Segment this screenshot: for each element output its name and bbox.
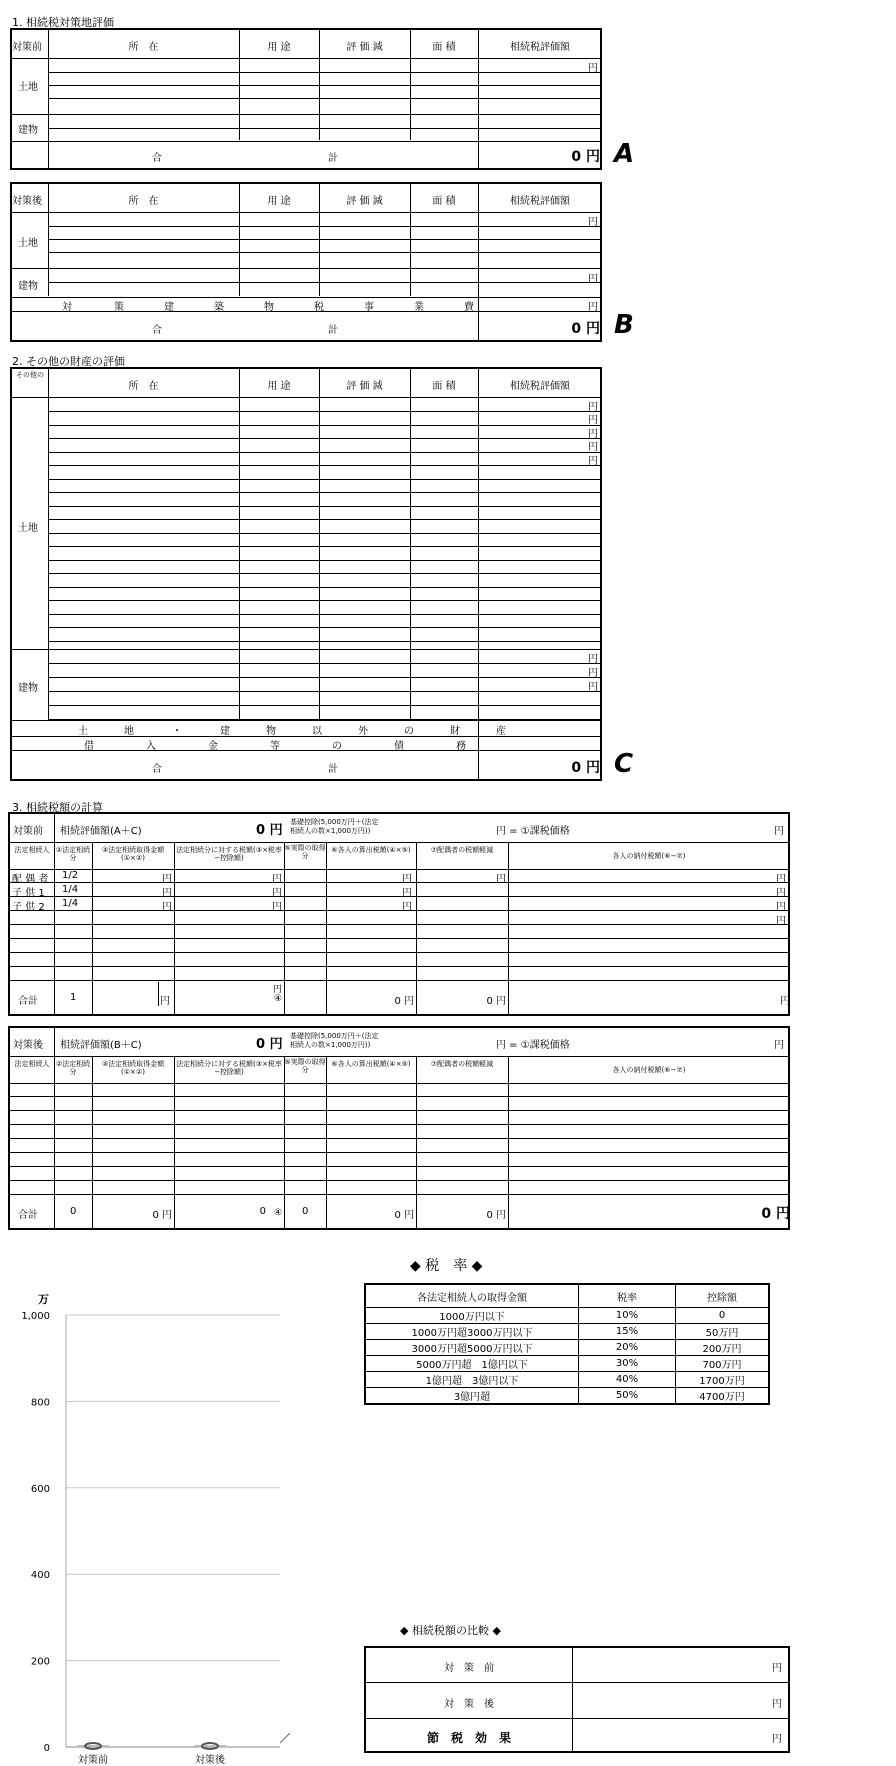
rate-deduction: 0 [676,1308,770,1324]
col-location: 所 在 [128,42,159,53]
yen-unit: 円 [772,1663,782,1674]
cost-char: 対 [62,302,72,313]
cost-char: 費 [464,302,474,313]
yen-unit: 円 [588,415,598,426]
total-tax-share: 0 [259,1206,266,1217]
rate-percent: 30% [579,1356,676,1372]
yen-unit: 円 [588,654,598,665]
chart-y-tick: 0 [43,1743,50,1754]
total-label-a: 合 [152,325,162,336]
debt-char: 務 [456,741,466,752]
rate-table [364,1283,770,1405]
debt-char: 等 [270,741,280,752]
rate-row [365,1308,769,1324]
col-tax-share: 法定相続分に対する税額(③×税率−控除額) [176,846,282,862]
col-share: ②法定相続分 [55,1060,91,1076]
rate-percent: 20% [579,1340,676,1356]
total-value: 0 円 [571,321,600,337]
yen-unit: 円 [588,274,598,285]
chart-y-tick: 1,000 [21,1311,50,1322]
chart-bar [77,1745,109,1747]
tax-mark: ④ [274,1208,283,1218]
total-label-b: 計 [328,153,338,164]
col-location: 所 在 [128,196,159,207]
col-area: 面 積 [432,196,456,207]
col-reduction: 評 価 減 [346,381,383,392]
rate-header: 各法定相続人の取得金額 [365,1284,579,1308]
chart-y-tick: 400 [30,1570,50,1582]
rate-deduction: 700万円 [676,1356,770,1372]
rate-range: 1000万円以下 [365,1308,579,1324]
deduction-note-2: 相続人の数×1,000万円)) [290,1041,371,1049]
col-acquire: ③法定相続取得金額(①×②) [101,846,165,862]
rate-deduction: 1700万円 [676,1372,770,1388]
rate-row [365,1388,769,1405]
yen-unit: 円 [776,902,786,913]
letter-c: C [614,749,634,779]
col-use: 用 途 [267,381,291,392]
yen-unit: 円 [273,985,283,995]
yen-unit: 円 [776,888,786,899]
deduction-note-2: 相続人の数×1,000万円)) [290,827,371,835]
col-acquire: ③法定相続取得金額(①×②) [101,1060,165,1076]
col-payment: 各人の納付税額(⑥−⑦) [612,852,686,860]
col-value: 相続税評価額 [510,42,570,53]
compare-saving-label: 節 税 効 果 [426,1731,511,1745]
col-spouse: ⑦配偶者の税額軽減 [430,1060,494,1068]
rate-row [365,1340,769,1356]
letter-a: A [614,139,635,169]
other-asset-char: の [404,726,414,737]
heir-share: 1/4 [62,884,79,895]
compare-title: ◆ 相続税額の比較 ◆ [400,1624,501,1637]
rate-row [365,1324,769,1340]
yen-unit: 円 [772,1699,782,1710]
other-asset-char: 財 [450,726,460,737]
before-land-table [10,28,602,170]
rate-range: 3億円超 [365,1388,579,1405]
rate-range: 1億円超 3億円以下 [365,1372,579,1388]
cost-char: 策 [114,302,124,313]
yen-unit: 円 [774,826,784,837]
heir-name: 配 偶 者 [12,874,49,885]
rate-deduction: 200万円 [676,1340,770,1356]
total-label: 合計 [18,1210,38,1221]
building-label: 建物 [18,125,38,136]
rate-range: 5000万円超 1億円以下 [365,1356,579,1372]
land-label: 土地 [18,523,38,534]
rate-percent: 40% [579,1372,676,1388]
eval-value: 0 円 [256,823,283,838]
building-label: 建物 [18,281,38,292]
deduction-note-1: 基礎控除(5,000万円＋(法定 [290,818,379,826]
section3-title: 3. 相続税額の計算 [12,801,103,814]
total-calc-tax: 0 円 [394,996,414,1007]
other-asset-char: 建 [220,726,230,737]
total-label-a: 合 [152,764,162,775]
cost-char: 事 [364,302,374,313]
chart-unit-label: 万 [38,1293,49,1306]
chart-x-tick: 対策後 [195,1755,225,1766]
debt-char: 入 [146,741,156,752]
building-label: 建物 [18,683,38,694]
debt-char: 債 [394,741,404,752]
other-asset-char: 地 [124,726,134,737]
corner-label: 対策前 [13,826,43,837]
col-tax-share: 法定相続分に対する税額(③×税率−控除額) [176,1060,282,1076]
total-calc-tax: 0 円 [394,1210,414,1221]
rate-percent: 10% [579,1308,676,1324]
yen-unit: 円 [496,874,506,885]
rate-range: 1000万円超3000万円以下 [365,1324,579,1340]
col-actual: ⑤実際の取得分 [284,1058,326,1074]
col-location: 所 在 [128,381,159,392]
total-label-a: 合 [152,153,162,164]
col-share: ②法定相続分 [55,846,91,862]
yen-unit: 円 [272,902,282,913]
other-asset-char: 外 [358,726,368,737]
comparison-chart [10,1275,320,1766]
col-use: 用 途 [267,42,291,53]
col-reduction: 評 価 減 [346,196,383,207]
section2-title: 2. その他の財産の評価 [12,355,125,368]
chart-y-tick: 600 [30,1483,50,1495]
eval-label: 相続評価額(B＋C) [60,1040,142,1051]
after-tax-table [8,1026,790,1230]
yen-unit: 円 [402,874,412,885]
debt-char: の [332,741,342,752]
taxable-label: 円 = ①課税価格 [496,1040,570,1051]
total-value: 0 円 [571,149,600,165]
col-calc-tax: ⑥各人の算出税額(④×⑤) [331,846,411,854]
total-label-b: 計 [328,325,338,336]
yen-unit: 円 [588,442,598,453]
rate-header: 控除額 [676,1284,770,1308]
col-heir: 法定相続人 [14,1060,50,1068]
heir-name: 子 供 2 [12,902,45,913]
col-use: 用 途 [267,196,291,207]
yen-unit: 円 [588,302,598,313]
cost-char: 建 [164,302,174,313]
yen-unit: 円 [162,902,172,913]
total-share: 0 [70,1206,77,1217]
total-value: 0 円 [571,760,600,776]
yen-unit: 円 [588,402,598,413]
chart-x-axis-end [280,1733,290,1743]
compare-table [364,1646,790,1753]
chart-x-tick: 対策前 [78,1755,108,1766]
rate-deduction: 4700万円 [676,1388,770,1405]
col-calc-tax: ⑥各人の算出税額(④×⑤) [331,1060,411,1068]
yen-unit: 円 [588,668,598,679]
yen-unit: 円 [162,888,172,899]
total-label-b: 計 [328,764,338,775]
yen-unit: 円 [402,902,412,913]
heir-share: 1/4 [62,898,79,909]
rate-row [365,1372,769,1388]
total-payment: 円 [780,996,790,1007]
other-asset-char: 土 [78,726,88,737]
rate-range: 3000万円超5000万円以下 [365,1340,579,1356]
debt-char: 金 [208,741,218,752]
total-acquire: 0 円 [152,1210,172,1221]
tax-mark: ④ [274,994,283,1004]
eval-label: 相続評価額(A＋C) [60,826,142,837]
rate-title: ◆ 税 率 ◆ [410,1258,483,1274]
corner-label: 対策前 [12,42,42,53]
other-asset-char: 物 [266,726,276,737]
total-label: 合計 [18,996,38,1007]
yen-unit: 円 [772,1734,782,1745]
corner-label: その他の [16,371,44,379]
heir-name: 子 供 1 [12,888,45,899]
cost-char: 築 [214,302,224,313]
total-actual: 0 [302,1206,309,1217]
col-area: 面 積 [432,42,456,53]
heir-share: 1/2 [62,870,79,881]
col-value: 相続税評価額 [510,381,570,392]
yen-unit: 円 [272,874,282,885]
yen-unit: 円 [588,63,598,74]
section1-title: 1. 相続税対策地評価 [12,16,114,29]
deduction-note-1: 基礎控除(5,000万円＋(法定 [290,1032,379,1040]
yen-unit: 円 [776,874,786,885]
other-asset-char: ・ [172,726,182,737]
after-land-table [10,182,602,342]
cost-char: 業 [414,302,424,313]
total-spouse: 0 円 [486,1210,506,1221]
col-heir: 法定相続人 [14,846,50,854]
yen-unit: 円 [588,429,598,440]
taxable-label: 円 = ①課税価格 [496,826,570,837]
other-asset-char: 以 [312,726,322,737]
rate-deduction: 50万円 [676,1324,770,1340]
rate-percent: 15% [579,1324,676,1340]
corner-label: 対策後 [12,196,42,207]
other-assets-table [10,367,602,781]
yen-unit: 円 [402,888,412,899]
total-spouse: 0 円 [486,996,506,1007]
rate-header-row [365,1284,769,1308]
rate-row [365,1356,769,1372]
cost-char: 税 [314,302,324,313]
yen-unit: 円 [774,1040,784,1051]
col-actual: ⑤実際の取得分 [284,844,326,860]
yen-unit: 円 [160,996,170,1007]
corner-label: 対策後 [13,1040,43,1051]
chart-y-tick: 200 [30,1656,50,1668]
land-label: 土地 [18,82,38,93]
eval-value: 0 円 [256,1037,283,1052]
compare-before-label: 対 策 前 [444,1663,494,1674]
compare-after-label: 対 策 後 [444,1699,494,1710]
col-reduction: 評 価 減 [346,42,383,53]
land-label: 土地 [18,238,38,249]
cost-char: 物 [264,302,274,313]
yen-unit: 円 [272,888,282,899]
col-area: 面 積 [432,381,456,392]
col-value: 相続税評価額 [510,196,570,207]
col-spouse: ⑦配偶者の税額軽減 [430,846,494,854]
rate-percent: 50% [579,1388,676,1405]
total-share: 1 [70,992,77,1003]
chart-bar [194,1745,226,1747]
yen-unit: 円 [588,217,598,228]
rate-header: 税率 [579,1284,676,1308]
total-payment: 0 円 [761,1206,790,1222]
chart-y-tick: 800 [30,1397,50,1409]
yen-unit: 円 [588,456,598,467]
yen-unit: 円 [588,682,598,693]
col-payment: 各人の納付税額(⑥−⑦) [612,1066,686,1074]
before-tax-table [8,812,790,1016]
yen-unit: 円 [776,916,786,927]
yen-unit: 円 [162,874,172,885]
debt-char: 借 [84,741,94,752]
other-asset-char: 産 [496,726,506,737]
letter-b: B [614,310,634,340]
